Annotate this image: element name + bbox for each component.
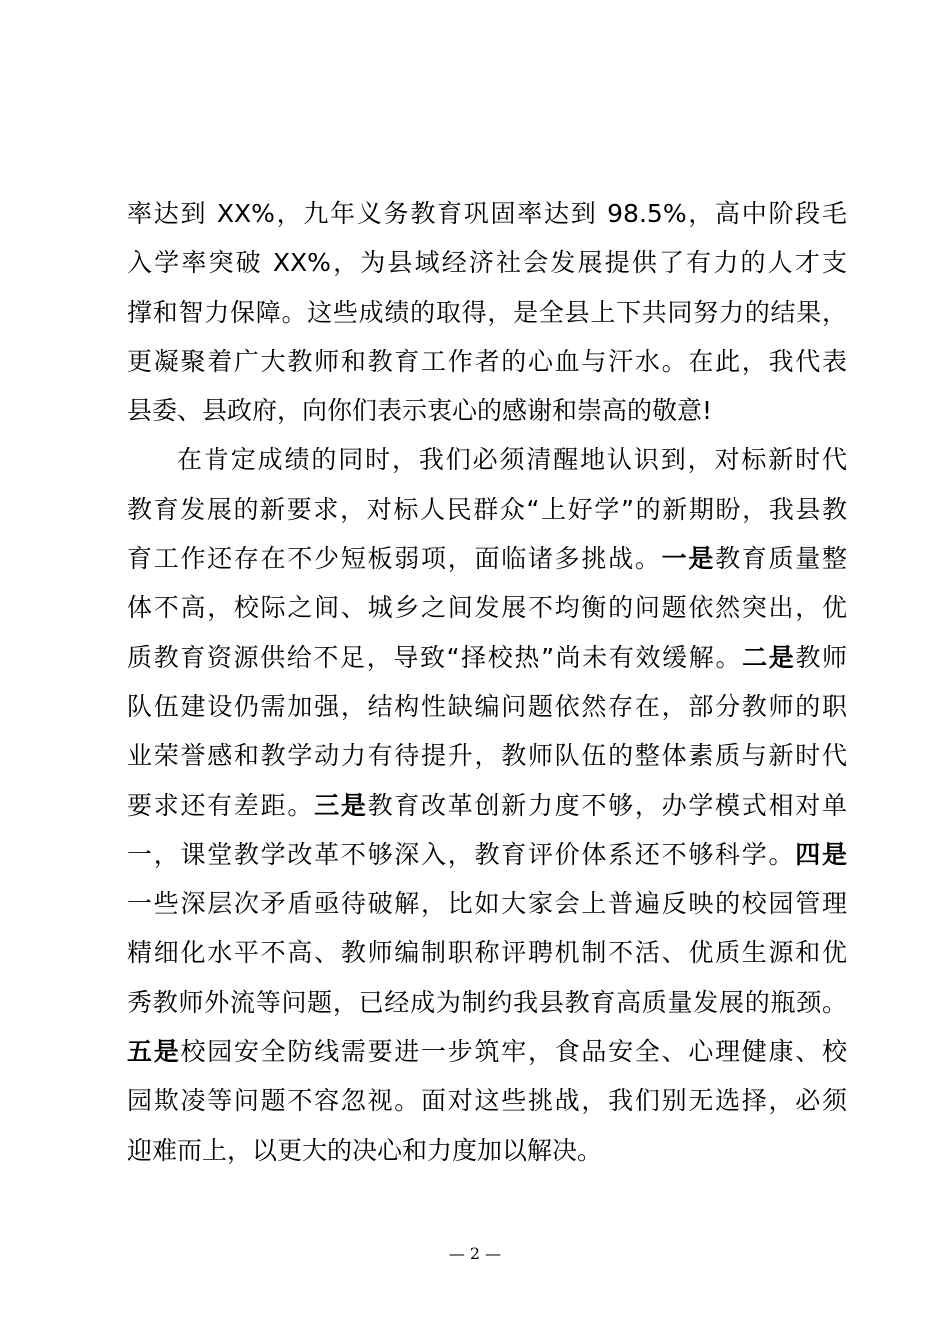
body-text [127, 189, 847, 1175]
text-line: 撑和智力保障。这些成绩的取得，是全县上下共同努力的结果， [127, 297, 847, 327]
text-line: 率达到 XX%，九年义务教育巩固率达到 98.5%，高中阶段毛 [127, 199, 847, 228]
text-line: 迎难而上，以更大的决心和力度加以解决。 [127, 1135, 603, 1165]
text-line: 一些深层次矛盾亟待破解，比如大家会上普遍反映的校园管理 [127, 889, 847, 919]
point-two-label: 二是 [742, 642, 796, 672]
text-line: 更凝聚着广大教师和教育工作者的心血与汗水。在此，我代表 [127, 346, 847, 376]
text-segment: 一，课堂教学改革不够深入，教育评价体系还不够科学。 [127, 839, 796, 869]
text-segment: 育工作还存在不少短板弱项，面临诸多挑战。 [127, 544, 662, 574]
text-line: 县委、县政府，向你们表示衷心的感谢和崇高的敬意! [127, 396, 713, 426]
text-line [127, 781, 847, 830]
text-segment: 教育质量整 [715, 544, 847, 574]
text-line: 入学率突破 XX%，为县域经济社会发展提供了有力的人才支 [127, 248, 847, 278]
text-line: 队伍建设仍需加强，结构性缺编问题依然存在，部分教师的职 [127, 691, 847, 721]
text-line: 教育发展的新要求，对标人民群众“上好学”的新期盼，我县教 [127, 494, 847, 524]
text-line: 秀教师外流等问题，已经成为制约我县教育高质量发展的瓶颈。 [127, 987, 847, 1017]
point-four-label: 四是 [795, 839, 847, 869]
text-line: 精细化水平不高、教师编制职称评聘机制不活、优质生源和优 [127, 938, 847, 968]
text-line [127, 830, 847, 879]
text-segment: 教师 [795, 642, 847, 672]
text-line [127, 1027, 847, 1076]
text-line [127, 534, 847, 583]
text-line: 园欺凌等问题不容忽视。面对这些挑战，我们别无选择，必须 [127, 1086, 847, 1116]
text-segment: 要求还有差距。 [127, 790, 315, 820]
point-one-label: 一是 [661, 544, 716, 574]
point-three-label: 三是 [314, 790, 368, 820]
page-number: — 2 — [448, 1244, 502, 1263]
text-segment: 质教育资源供给不足，导致“择校热”尚未有效缓解。 [127, 642, 743, 672]
paragraph-first-line: 在肯定成绩的同时，我们必须清醒地认识到，对标新时代 [177, 445, 847, 475]
text-segment: 校园安全防线需要进一步筑牢，食品安全、心理健康、校 [180, 1037, 847, 1067]
point-five-label: 五是 [127, 1037, 181, 1067]
text-line: 业荣誉感和教学动力有待提升，教师队伍的整体素质与新时代 [127, 741, 847, 771]
text-line [127, 633, 847, 682]
text-segment: 教育改革创新力度不够，办学模式相对单 [367, 790, 847, 820]
text-line: 体不高，校际之间、城乡之间发展不均衡的问题依然突出，优 [127, 593, 847, 623]
